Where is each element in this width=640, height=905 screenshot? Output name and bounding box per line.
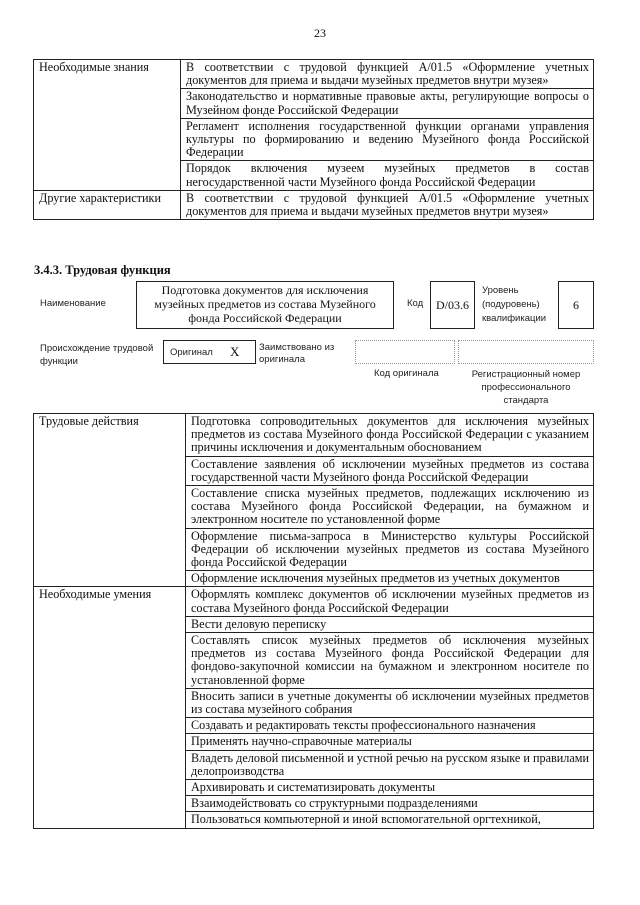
function-name-box [136, 281, 394, 329]
table-cell: Владеть деловой письменной и устной речью на русском языке и правилами делопроизводства [186, 750, 594, 779]
code-original-label: Код оригинала [374, 368, 439, 379]
table-cell: В соответствии с трудовой функцией А/01.5 «Оформление учетных документов для приема и выдачи музейных предметов внутри музея» [181, 190, 594, 219]
code-label: Код [407, 298, 424, 309]
level-value: 6 [573, 298, 579, 312]
table-cell: Архивировать и систематизировать документы [186, 780, 594, 796]
table-cell: Пользоваться компьютерной и иной вспомогательной оргтехникой, [186, 812, 594, 828]
level-label: Уровень (подуровень) квалификации [482, 285, 547, 324]
table-cell: Оформлять комплекс документов об исключении музейных предметов из состава Музейного фонда Российской Федерации [186, 587, 594, 616]
row-label: Трудовые действия [34, 414, 186, 587]
table-cell: Применять научно-справочные материалы [186, 734, 594, 750]
table-cell: В соответствии с трудовой функцией А/01.5 «Оформление учетных документов для приема и выдачи музейных предметов внутри музея» [181, 60, 594, 89]
origin-label: Происхождение трудовой функции [40, 343, 154, 367]
table-cell: Создавать и редактировать тексты профессионального назначения [186, 718, 594, 734]
table-cell: Подготовка сопроводительных документов для исключения музейных предметов из состава Музейного фонда Российской Федерации с указанием причины исключения и документальным обоснованием [186, 414, 594, 457]
row-label: Другие характеристики [34, 190, 181, 219]
table-cell: Составление заявления об исключении музейных предметов из состава государственной части Музейного фонда Российской Федерации [186, 456, 594, 485]
table-cell: Оформление исключения музейных предметов из учетных документов [186, 571, 594, 587]
row-label: Необходимые знания [34, 60, 181, 191]
table-cell: Взаимодействовать со структурными подразделениями [186, 796, 594, 812]
table-cell: Порядок включения музеем музейных предметов в состав негосударственной части Музейного фонда Российской Федерации [181, 161, 594, 190]
original-mark: X [230, 344, 240, 359]
code-value: D/03.6 [436, 298, 469, 312]
reg-number-box [458, 340, 594, 364]
code-original-box [355, 340, 455, 364]
table-cell: Вести деловую переписку [186, 616, 594, 632]
name-label: Наименование [40, 298, 106, 309]
table-cell: Регламент исполнения государственной функции органами управления культуры по формированию и ведению Музейного фонда Российской Федерации [181, 118, 594, 161]
page-number: 23 [314, 26, 326, 40]
row-label: Необходимые умения [34, 587, 186, 828]
code-box [430, 281, 475, 329]
table-cell: Составление списка музейных предметов, подлежащих исключению из состава Музейного фонда Российской Федерации, на бумажном и электронном носителе по установленной форме [186, 486, 594, 529]
table-cell: Оформление письма-запроса в Министерство культуры Российской Федерации об исключении музейных предметов из состава Музейного фонда Российской Федерации [186, 528, 594, 571]
reg-number-label: Регистрационный номер профессионального стандарта [471, 369, 581, 406]
section-title: 3.4.3. Трудовая функция [34, 263, 171, 277]
knowledge-table [33, 59, 594, 220]
function-name: Подготовка документов для исключения музейных предметов из состава Музейного фонда Российской Федерации [154, 283, 376, 325]
function-table [33, 413, 594, 829]
original-label: Оригинал [170, 347, 213, 358]
table-cell: Законодательство и нормативные правовые акты, регулирующие вопросы о Музейном фонде Российской Федерации [181, 89, 594, 118]
level-box [558, 281, 594, 329]
original-box [163, 340, 256, 364]
borrowed-label: Заимствовано из оригинала [259, 342, 335, 365]
table-cell: Составлять список музейных предметов об исключения музейных предметов из состава Музейного фонда Российской Федерации для фондово-закупочной комиссии на бумажном и электронном носителе по установленной форме [186, 633, 594, 689]
table-cell: Вносить записи в учетные документы об исключении музейных предметов из состава музейного собрания [186, 688, 594, 717]
